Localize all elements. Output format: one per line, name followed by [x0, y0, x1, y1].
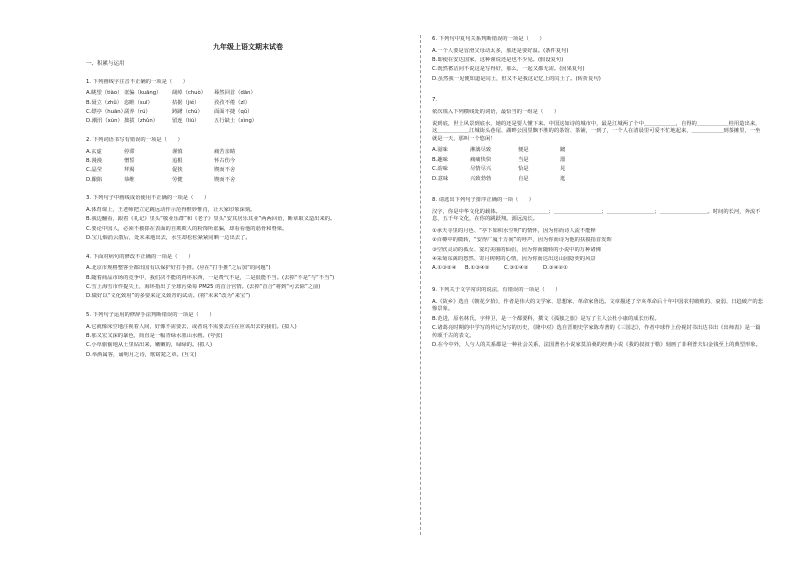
option-cell: 拮据（jié） — [172, 99, 200, 106]
question-4 — [86, 254, 410, 301]
option-cell: 锲而不舍 — [214, 167, 236, 174]
option-cell: B.趣味 — [432, 156, 448, 163]
option-cell: 憎誓 — [124, 157, 135, 164]
option-row-d — [86, 177, 410, 185]
option-cell: A.玄虚 — [86, 148, 102, 155]
option-d: D.举酒属客，诵明月之诗，歌窈窕之章。(互文) — [86, 351, 197, 358]
option-c: C.小草偷偷地从土里钻出来，嫩嫩的，绿绿的。(拟人) — [86, 342, 213, 349]
option-d: D.做好以“文化致用”的多要来定义致青的试动。(将“未来”改为“来宝”) — [86, 293, 251, 300]
question-stem: 2. 下列词语书写有错误的一项是（ ） — [86, 136, 183, 143]
question-stem: 9. 下列关于文学常识的说法，有错误的一项是（ ） — [432, 287, 561, 294]
option-row-b — [432, 157, 764, 165]
option-row-b — [86, 158, 410, 166]
option-row-c — [86, 167, 410, 175]
option-cell: 痛苦亲睛 — [214, 148, 236, 155]
option-cell: 怀古伤今 — [214, 157, 236, 164]
option-a: A.一个人要是盲滑父母动太多，那还是要好温。(条件复句) — [432, 47, 569, 54]
sentence-item: ①承天寺里的月色、“亭下如积水空明”的情怀，因为你而诗人流不能释 — [432, 227, 596, 234]
question-number: 7. — [432, 97, 438, 104]
option-cell: 阔绰（chuò） — [172, 90, 207, 97]
option-cell: C.晶莹 — [86, 167, 102, 174]
option-a: A.①③②④ — [432, 265, 457, 272]
question-passage: 汉字，你是中华文化的载体。＿＿＿＿＿＿＿＿＿；＿＿＿＿＿＿＿＿＿；＿＿＿＿＿＿＿＿＿；＿＿＿＿＿＿＿＿＿。时间的长河，奔流不息，五千年文化，在你的跳跃翔。源远流长。 — [432, 208, 761, 223]
option-c: C.雪上海雪市作提失上，海环指出了全球污染每 PM25 的首合官情。(去掉“首合”将到“可去除”之前) — [86, 284, 321, 291]
question-stem: 5. 下列句子运用的修辞手法判断错误的一项是（ ） — [86, 312, 215, 319]
option-cell: B.漫漫 — [86, 157, 102, 164]
question-stem: 4. 下面对病句的修改不正确的一项是（ ） — [86, 253, 194, 260]
option-cell: 踌躇（chú） — [172, 108, 203, 115]
option-row-c — [86, 109, 410, 117]
section-title: 一、积累与运用 — [86, 61, 125, 67]
option-cell: 孜孜不倦（zī） — [214, 99, 251, 106]
option-row-a — [86, 149, 410, 157]
sentence-item: ④采菊东篱的悠然、寄月树树的心情，因为你而达出这山园隐奕的风景 — [432, 256, 596, 263]
sentence-item: ②百樽中的微转，“安得广厦千万间”的呼声，因为你而诗为他的扶摸指首发晖 — [432, 237, 612, 244]
exam-title: 九年级上语文期末试卷 — [213, 43, 283, 51]
option-cell: 恭维 — [124, 176, 135, 183]
option-cell: 恰是 — [518, 166, 529, 173]
option-cell: 便是 — [518, 147, 529, 154]
option-cell: 踱 — [560, 147, 566, 154]
option-a: A.体育课上，王老师把立定跳远动作示范得惟妙惟肖，让大家印象深刻。 — [86, 206, 256, 213]
option-cell: 濡养（rú） — [124, 108, 151, 115]
option-cell: 停滞 — [124, 148, 135, 155]
option-cell: 当是 — [518, 156, 529, 163]
option-cell: 逛 — [560, 175, 566, 182]
question-3 — [86, 195, 410, 242]
option-cell: D.潮汛（xùn） — [86, 118, 123, 125]
option-cell: C.缥亭（huān） — [86, 108, 126, 115]
option-a: A.北京市规格整客全都出国有以保护好打手推。(应在“打手推”之后加“的问题”) — [86, 265, 271, 272]
question-1 — [86, 79, 410, 126]
option-c: C.③①④② — [504, 265, 529, 272]
question-9 — [432, 287, 764, 350]
question-7 — [432, 97, 764, 183]
option-cell: D.酿陷 — [86, 176, 103, 183]
option-cell: C.韵味 — [432, 166, 448, 173]
option-d: D.宝儿烟消云散后，处未来地出去，水生却松松紧紧同晒一边出去了。 — [86, 235, 251, 242]
option-cell: B.聂立（zhǔ） — [86, 99, 122, 106]
option-row — [432, 265, 764, 273]
question-stem: 依次填入下列横线处的词语，最恰当的一组是（ ） — [432, 108, 560, 115]
option-row-a — [86, 90, 410, 98]
option-cell: 晃 — [560, 166, 566, 173]
question-stem: 3. 下列句子中画线成语使用不正确的一项是（ ） — [86, 195, 210, 202]
option-b: B.那又宏又深的暴色，简直是一幅青绿水墨山水画。(夸张) — [86, 333, 223, 340]
option-cell: 追根 — [172, 157, 183, 164]
right-column — [432, 36, 764, 361]
option-row-c — [432, 166, 764, 174]
option-cell: 拙拔（zhǔn） — [124, 118, 159, 125]
option-cell: 谨慎 — [172, 148, 183, 155]
option-b: B.即使在安达国家，这种谨说还是也不少见。(假设复句) — [432, 56, 564, 63]
question-stem: 6. 下列句中复句关系判断错误的一项是（ ） — [432, 36, 545, 42]
question-6 — [432, 36, 764, 83]
option-cell: 尽情尽兴 — [470, 166, 492, 173]
option-a: A.《故乡》选自《朝花夕拾》，作者是伟大的文学家、思想家、革命家鲁迅。文章描述了辛亥革命后十年中国农村破败的、衰弱、日趋破产的悲惨景象。 — [432, 298, 763, 313]
option-cell: 痛痛快快 — [470, 156, 492, 163]
option-cell: 诓骗（kuāng） — [124, 90, 162, 97]
option-cell: 留连（liú） — [172, 118, 200, 125]
option-cell: 拜渴 — [124, 167, 135, 174]
option-row-a — [432, 147, 764, 155]
option-cell: 五行缺土（xìng） — [214, 118, 258, 125]
question-2 — [86, 137, 410, 184]
question-5 — [86, 312, 410, 359]
option-d: D.在今中外，人与人的关系都是一种社会关系，法国著名小说家莫泊桑的经典小说《我的叔叔于勒》刻画了菲利普夫妇金钱至上的典型形象。 — [432, 341, 761, 348]
option-cell: 淋漓尽致 — [470, 147, 492, 154]
option-cell: A.眺望（tiào） — [86, 90, 123, 97]
question-passage: 说到底，世上风景到底水，她的还是要人懂下来。中国这如诗的城市中，最是江城两了个中＿＿＿＿＿＿，自得的＿＿＿＿＿＿桂用造出来，这＿＿＿＿＿＿江城街头巷尾、湖畔公园里飘不胜的的茶馆、茶铺，一到了，一个人在清晨里可爱不忙地起来，＿＿＿＿＿＿到茶摊里，一坐就是一天，那叫一个悠闲！ — [432, 120, 761, 142]
question-stem: 8. 请选出下列句子排序正确的一项（ ） — [432, 197, 535, 204]
question-8 — [432, 197, 764, 273]
option-b: B.我边翻看，跟着《礼记》里头“敬业乐群”和《老子》里头“安其居乐其业”两两回语，断章取义造出来的。 — [86, 216, 336, 223]
option-d: D.③④②① — [543, 265, 568, 272]
option-cell: 自是 — [518, 175, 529, 182]
option-c: C.既然蓄洁问不说这是写得好，那么，一起又都无需。(因果复句) — [432, 66, 585, 73]
option-row-d — [432, 176, 764, 184]
option-cell: 面面不捷（qǔ） — [214, 108, 253, 115]
option-cell: 劳健 — [172, 176, 183, 183]
option-c: C.要论中国人，必须不被搽在表面的自欺欺人的粉饰所诓骗，却看看他的筋骨和脊梁。 — [86, 225, 288, 232]
option-cell: 促狭 — [172, 167, 183, 174]
sentence-item: ③空欣灵动的孤女、宴幻美丽的仙侣，因为你而随转的小说中的万种诸佛 — [432, 246, 601, 253]
option-b: B.范进，原名林氏，字仲卫，是一个都要科，撰文《孤独之旅》是写了主人公杜小康的成长历程。 — [432, 315, 660, 322]
option-cell: 溜 — [560, 156, 566, 163]
option-cell: 兴致勃勃 — [470, 175, 492, 182]
left-column — [86, 32, 410, 370]
option-a: A.它就像床空地注视着人间，好像不需要去，或者说不需要去注在应该出去的我们。(拟人) — [86, 323, 297, 330]
option-cell: 恣睢（suī） — [124, 99, 153, 106]
column-divider — [420, 35, 421, 535]
option-c: C.诸葛亮时期的中学写的传记为写的历史，《隆中对》选自晋朝史学家陈寿著的《三国志》，作者中球作上份视封书出达书出《出师表》是一篇传颂千古的表文。 — [432, 325, 761, 339]
option-cell: A.滋味 — [432, 147, 448, 154]
question-stem: 1. 下列画线字注音不正确的一项是（ ） — [86, 78, 189, 85]
option-b: B.①③④② — [465, 265, 490, 272]
option-cell: 锲而不舍 — [214, 176, 236, 183]
option-cell: D.意味 — [432, 175, 449, 182]
option-b: B.随着商品市场的竞争中，我们决不能的再坏东西，一是费气不是，二是很能不当。(去掉“不是”与“不当”) — [86, 274, 335, 281]
option-row-d — [86, 118, 410, 126]
option-row-b — [86, 100, 410, 108]
option-d: D.虽然我一见便知道是闰土，但又不是我这记忆上的闰土了。(转折复句) — [432, 75, 601, 82]
option-cell: 蓦然回首（dān） — [214, 90, 256, 97]
